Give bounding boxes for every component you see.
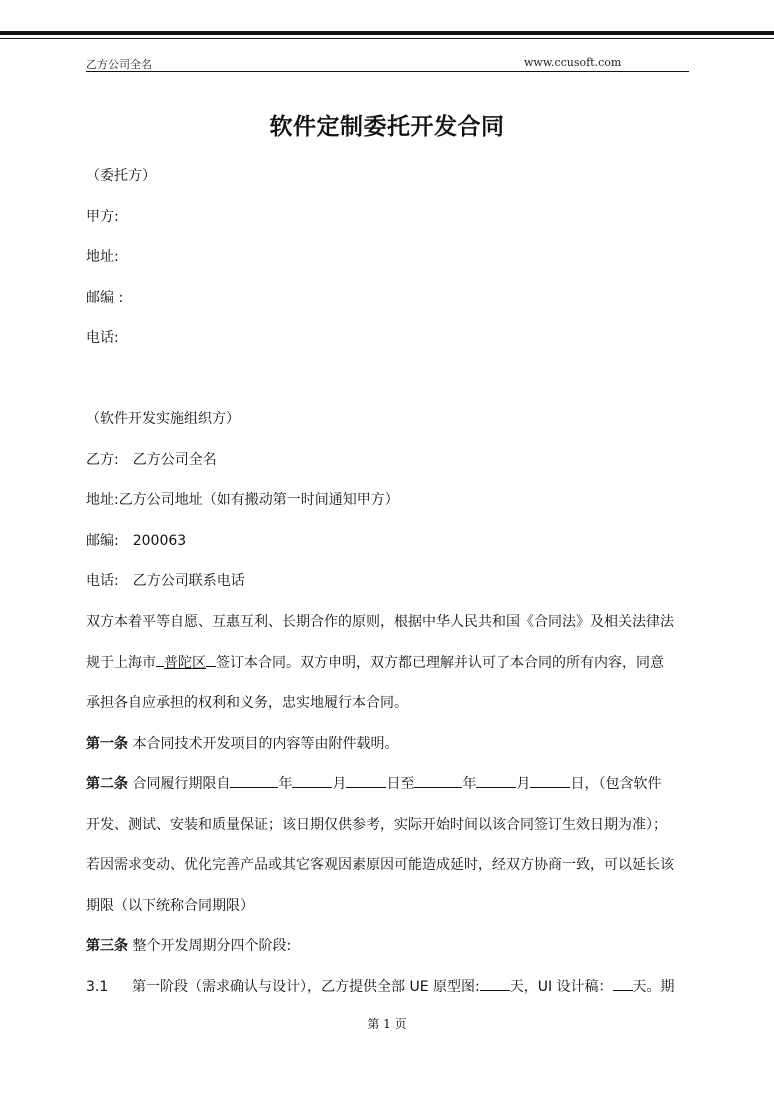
article-2-line-2: 开发、测试、安装和质量保证；该日期仅供参考，实际开始时间以该合同签订生效日期为准）； bbox=[86, 817, 667, 833]
party-b-phone-row bbox=[86, 570, 245, 590]
year-label: 年 bbox=[278, 776, 293, 792]
article-2-heading: 第二条 bbox=[86, 776, 128, 792]
party-a-address-label: 地址: bbox=[86, 249, 119, 265]
party-a-name-label: 甲方: bbox=[86, 209, 119, 225]
top-border-thick bbox=[0, 31, 774, 35]
month-label: 月 bbox=[332, 776, 347, 792]
article-3 bbox=[86, 935, 291, 955]
start-day-blank bbox=[346, 775, 386, 788]
article-2-text-start: 合同履行期限自 bbox=[132, 776, 231, 792]
blank-underline bbox=[206, 654, 216, 667]
end-day-blank bbox=[530, 775, 570, 788]
preamble-line-1: 双方本着平等自愿、互惠互利、长期合作的原则，根据中华人民共和国《合同法》及相关法律法 bbox=[86, 614, 674, 630]
party-b-phone-value: 乙方公司联系电话 bbox=[132, 573, 245, 589]
clause-number: 3.1 bbox=[86, 979, 109, 995]
party-b-role: （软件开发实施组织方） bbox=[86, 411, 240, 427]
page-footer bbox=[0, 1015, 774, 1032]
signing-district: 普陀区 bbox=[164, 655, 206, 671]
article-1-heading: 第一条 bbox=[86, 736, 128, 752]
article-1 bbox=[86, 733, 398, 753]
article-1-text: 本合同技术开发项目的内容等由附件载明。 bbox=[132, 736, 399, 752]
day-to-label: 日至 bbox=[386, 776, 415, 792]
party-a-role: （委托方） bbox=[86, 168, 156, 184]
preamble-suffix: 签订本合同。双方申明，双方都已理解并认可了本合同的所有内容，同意 bbox=[216, 655, 664, 671]
clause-3-1-end: 天。期 bbox=[632, 979, 675, 995]
document-title: 软件定制委托开发合同 bbox=[269, 114, 505, 140]
page-number: 1 bbox=[383, 1017, 391, 1031]
party-b-address-label: 地址: bbox=[86, 492, 119, 508]
party-a-phone-label: 电话: bbox=[86, 330, 119, 346]
ui-days-blank bbox=[613, 978, 633, 991]
party-b-postcode-label: 邮编: bbox=[86, 533, 119, 549]
article-3-text: 整个开发周期分四个阶段: bbox=[132, 938, 292, 954]
article-3-heading: 第三条 bbox=[86, 938, 128, 954]
article-2-line-3: 若因需求变动、优化完善产品或其它客观因素原因可能造成延时，经双方协商一致，可以延长该 bbox=[86, 857, 674, 873]
preamble-line-2 bbox=[86, 652, 664, 672]
article-2-line-1 bbox=[86, 773, 661, 793]
party-b-address-row bbox=[86, 489, 399, 509]
article-2-line-4: 期限（以下统称合同期限） bbox=[86, 898, 254, 914]
clause-3-1-text: 第一阶段（需求确认与设计），乙方提供全部 UE 原型图: bbox=[132, 979, 480, 995]
clause-3-1-mid: 天，UI 设计稿： bbox=[509, 979, 613, 995]
footer-suffix: 页 bbox=[394, 1017, 407, 1031]
preamble-prefix: 规于上海市 bbox=[86, 655, 156, 671]
party-b-name-value: 乙方公司全名 bbox=[132, 452, 217, 468]
end-year-blank bbox=[414, 775, 462, 788]
start-month-blank bbox=[292, 775, 332, 788]
party-b-address-value: 乙方公司地址（如有搬动第一时间通知甲方） bbox=[118, 492, 399, 508]
party-b-postcode-row bbox=[86, 530, 186, 550]
page-header bbox=[86, 56, 688, 72]
top-border-thin bbox=[0, 38, 774, 39]
ue-days-blank bbox=[480, 978, 510, 991]
header-divider bbox=[86, 71, 689, 72]
month-label: 月 bbox=[516, 776, 531, 792]
end-month-blank bbox=[476, 775, 516, 788]
header-company-name: 乙方公司全名 bbox=[86, 58, 152, 71]
start-year-blank bbox=[230, 775, 278, 788]
footer-prefix: 第 bbox=[367, 1017, 380, 1031]
day-end-label: 日，（包含软件 bbox=[570, 776, 662, 792]
party-b-name-row bbox=[86, 449, 217, 469]
clause-3-1 bbox=[86, 976, 675, 996]
party-b-postcode-value: 200063 bbox=[132, 533, 187, 549]
party-b-name-label: 乙方: bbox=[86, 452, 119, 468]
party-a-postcode-label: 邮编 : bbox=[86, 290, 124, 306]
blank-underline bbox=[156, 654, 164, 667]
year-label: 年 bbox=[462, 776, 477, 792]
party-b-phone-label: 电话: bbox=[86, 573, 119, 589]
preamble-line-3: 承担各自应承担的权利和义务，忠实地履行本合同。 bbox=[86, 695, 408, 711]
header-website: www.ccusoft.com bbox=[524, 56, 622, 69]
